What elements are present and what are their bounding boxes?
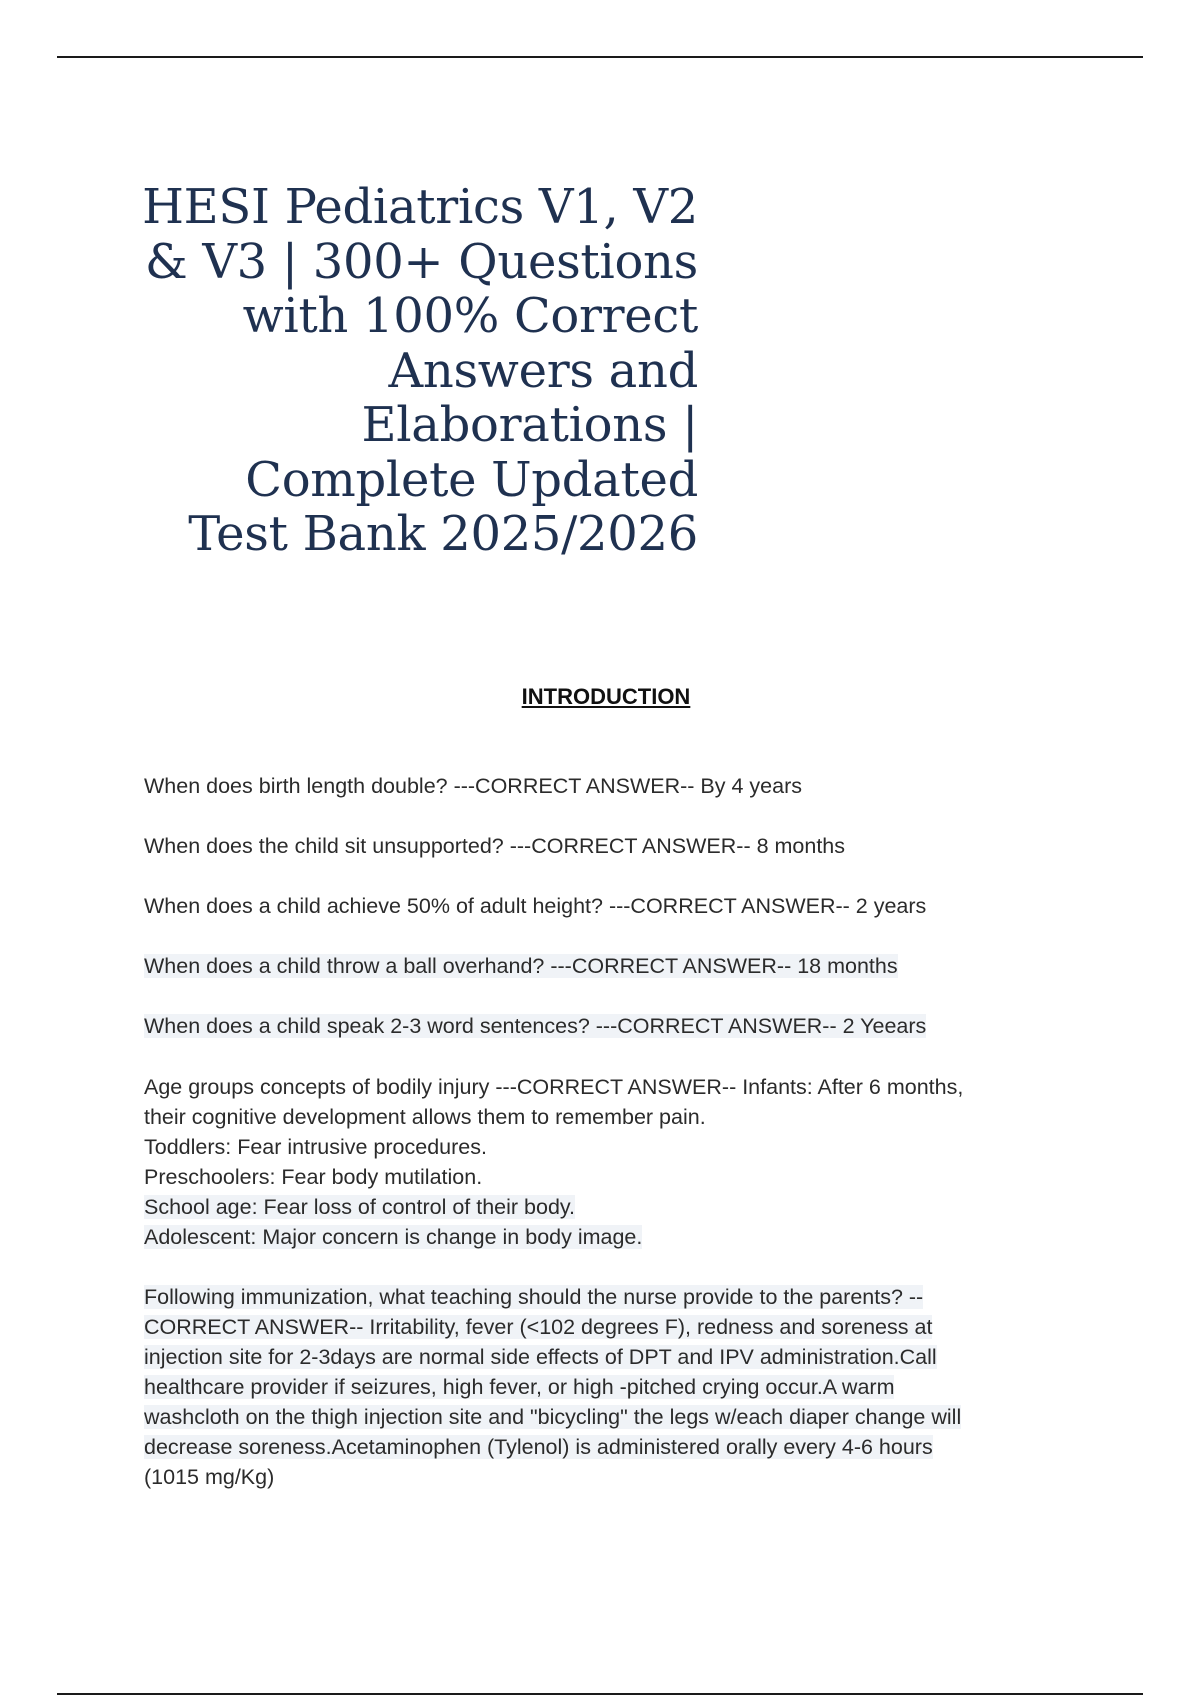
title-line: Complete Updated [245,451,698,508]
qa-line: When does birth length double? ---CORRECT ANSWER-- By 4 years [144,774,802,798]
qa-item [144,1011,1074,1041]
qa-line: injection site for 2-3days are normal side effects of DPT and IPV administration.Call [144,1345,937,1369]
title-line: & V3 | 300+ Questions [144,233,698,290]
section-heading [0,684,1200,710]
title-line: Elaborations | [361,397,698,453]
qa-line: Preschoolers: Fear body mutilation. [144,1165,483,1189]
qa-item [144,1072,1074,1252]
title-line: HESI Pediatrics V1, V2 [142,179,698,235]
qa-line: CORRECT ANSWER-- Irritability, fever (<102 degrees F), redness and soreness at [144,1315,933,1339]
title-line: Answers and [388,342,698,399]
top-rule [57,56,1143,58]
qa-line: healthcare provider if seizures, high fever, or high -pitched crying occur.A warm [144,1375,895,1399]
qa-line: Age groups concepts of bodily injury ---CORRECT ANSWER-- Infants: After 6 months, [144,1075,964,1099]
qa-line: Toddlers: Fear intrusive procedures. [144,1135,487,1159]
title-line: with 100% Correct [242,288,698,344]
title-line: Test Bank 2025/2026 [188,506,698,562]
qa-item [144,831,1074,861]
qa-line: washcloth on the thigh injection site and "bicycling" the legs w/each diaper change will [144,1405,962,1429]
qa-line: (1015 mg/Kg) [144,1465,275,1489]
qa-line: Adolescent: Major concern is change in body image. [144,1225,643,1249]
qa-line: decrease soreness.Acetaminophen (Tylenol) is administered orally every 4-6 hours [144,1435,933,1459]
qa-line: their cognitive development allows them to remember pain. [144,1105,706,1129]
qa-line: When does a child achieve 50% of adult height? ---CORRECT ANSWER-- 2 years [144,894,927,918]
qa-line: When does a child throw a ball overhand? ---CORRECT ANSWER-- 18 months [144,954,898,978]
qa-item [144,951,1074,981]
qa-item [144,891,1074,921]
qa-item [144,771,1074,801]
qa-line: Following immunization, what teaching should the nurse provide to the parents? -- [144,1285,924,1309]
bottom-rule [57,1693,1143,1695]
qa-item [144,1282,1074,1492]
qa-line: When does a child speak 2-3 word sentences? ---CORRECT ANSWER-- 2 Yeears [144,1014,927,1038]
qa-line: When does the child sit unsupported? ---CORRECT ANSWER-- 8 months [144,834,846,858]
section-heading-text: INTRODUCTION [521,684,691,709]
document-title [140,180,698,562]
qa-line: School age: Fear loss of control of their body. [144,1195,576,1219]
